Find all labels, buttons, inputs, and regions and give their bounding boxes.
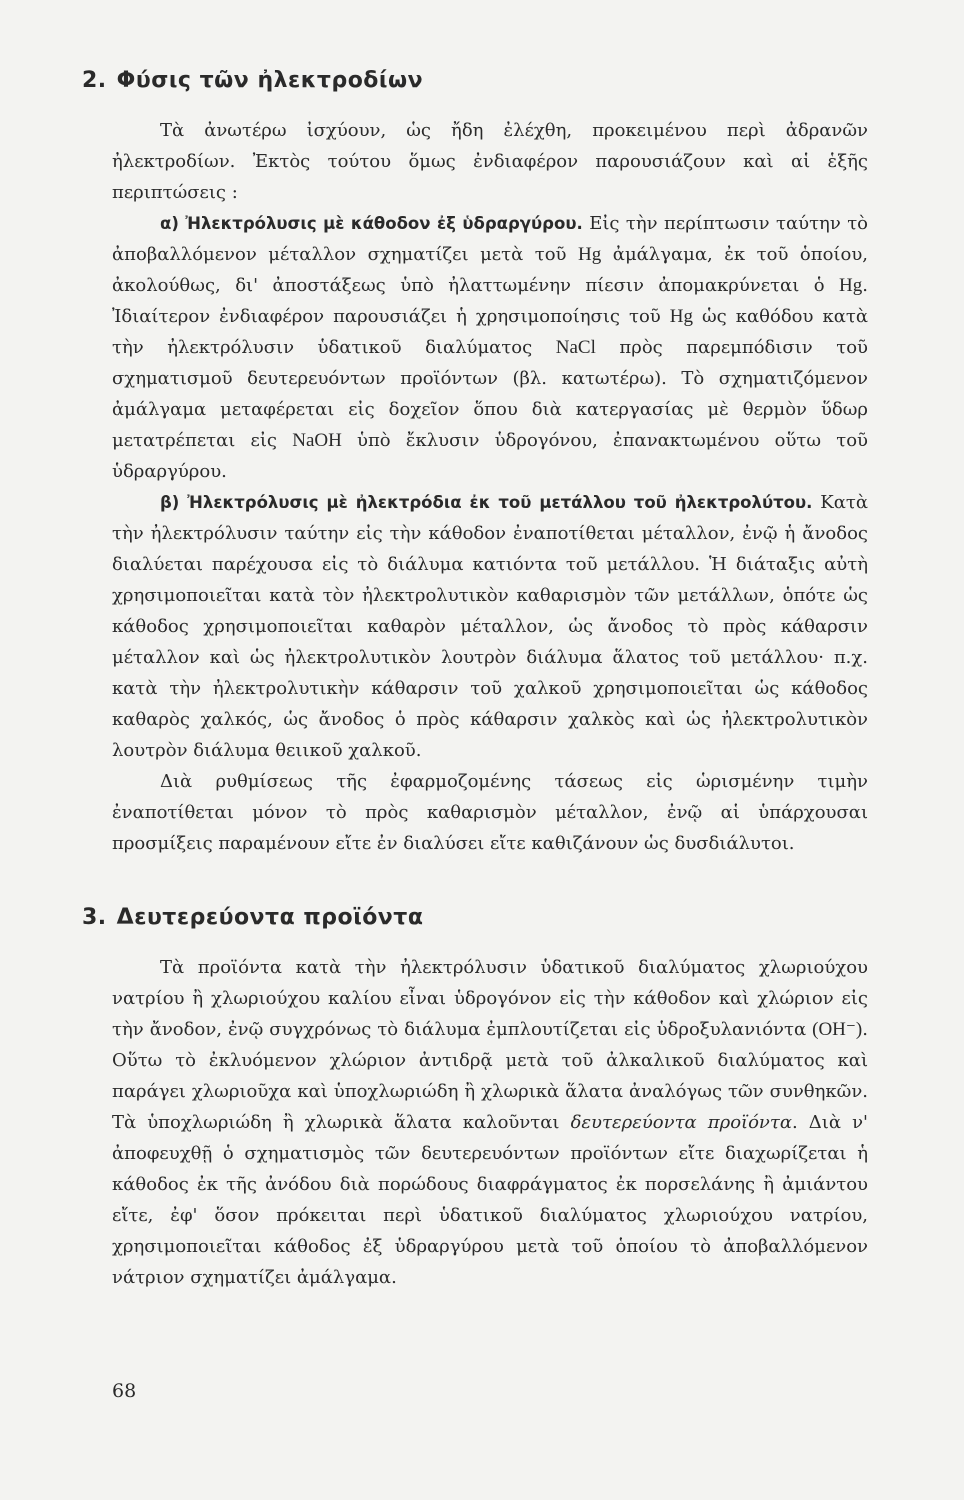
case-b-text: Κατὰ τὴν ἠλεκτρόλυσιν ταύτην εἰς τὴν κάθοδον ἐναποτίθεται μέταλλον, ἐνῷ ἡ ἄνοδος διαλύεται παρέχουσα εἰς τὸ διάλυμα κατιόντα τοῦ μετάλλου. Ἡ διάταξις αὐτὴ χρησιμοποιεῖται κατὰ τὸν ἠλεκτρολυτικὸν καθαρισμὸν τῶν μετάλλων, ὁπότε ὡς κάθοδος χρησιμοποιεῖται καθαρὸν μέταλλον, ὡς ἄνοδος τὸ πρὸς κάθαρσιν μέταλλον καὶ ὡς ἠλεκτρολυτικὸν λουτρὸν διάλυμα ἅλατος τοῦ μετάλλου· π.χ. κατὰ τὴν ἠλεκτρολυτικὴν κάθαρσιν τοῦ χαλκοῦ χρησιμοποιεῖται ὡς κάθοδος καθαρὸς χαλκός, ὡς ἄνοδος ὁ πρὸς κάθαρσιν χαλκὸς καὶ ὡς ἠλεκτρολυτικὸν λουτρὸν διάλυμα θειικοῦ χαλκοῦ. xyxy=(112,492,868,761)
page-number: 68 xyxy=(112,1380,137,1402)
section-3-text-3: . Διὰ ν' ἀποφευχθῇ ὁ σχηματισμὸς τῶν δευτερευόντων προϊόντων εἴτε διαχωρίζεται ἡ κάθοδος ἐκ τῆς ἀνόδου διὰ πορώδους διαφράγματος ἐκ πορσελάνης ἢ ἀμιάντου εἴτε, ἐφ' ὅσον πρόκειται περὶ ὑδατικοῦ διαλύματος χλωριούχου νατρίου, χρησιμοποιεῖται κάθοδος ἐξ ὑδραργύρου μετὰ τοῦ ὁποίου τὸ ἀποβαλλόμενον νάτριον σχηματίζει ἀμάλγαμα. xyxy=(112,1112,868,1288)
section-2-body xyxy=(112,115,868,859)
section-2-heading xyxy=(82,68,868,93)
case-a-text-3: . Ἰδιαίτερον ἐνδιαφέρον παρουσιάζει ἡ χρησιμοποίησις τοῦ xyxy=(112,275,868,327)
hg-symbol-2: Hg xyxy=(839,275,863,296)
section-3-number: 3. xyxy=(82,905,107,930)
section-2-title: Φύσις τῶν ἠλεκτροδίων xyxy=(116,68,424,93)
section-3-text-1: Τὰ προϊόντα κατὰ τὴν ἠλεκτρόλυσιν ὑδατικοῦ διαλύματος χλωριούχου νατρίου ἢ χλωριούχου καλίου εἶναι ὑδρογόνον εἰς τὴν κάθοδον καὶ χλώριον εἰς τὴν ἄνοδον, ἐνῷ συγχρόνως τὸ διάλυμα ἐμπλουτίζεται εἰς ὑδροξυλανιόντα xyxy=(112,957,868,1040)
hg-symbol-3: Hg xyxy=(669,306,693,327)
section-2-intro: Τὰ ἀνωτέρω ἰσχύουν, ὡς ἤδη ἐλέχθη, προκειμένου περὶ ἀδρανῶν ἠλεκτροδίων. Ἐκτὸς τούτου ὅμως ἐνδιαφέρον παρουσιάζουν καὶ αἱ ἑξῆς περιπτώσεις : xyxy=(112,120,868,203)
naoh-formula: NaOH xyxy=(292,430,342,451)
section-3-body xyxy=(112,952,868,1293)
section-2-number: 2. xyxy=(82,68,107,93)
case-a-title: α) Ἠλεκτρόλυσις μὲ κάθοδον ἐξ ὑδραργύρου. xyxy=(160,214,583,233)
oh-formula: (OH⁻) xyxy=(812,1019,863,1040)
section-3-heading xyxy=(82,905,868,930)
section-3-paragraph xyxy=(112,952,868,1293)
case-a-text-6: ὑπὸ ἔκλυσιν ὑδρογόνου, ἐπανακτωμένου οὕτω τοῦ ὑδραργύρου. xyxy=(112,430,868,482)
hg-symbol-1: Hg xyxy=(578,244,602,265)
case-a-text-5: πρὸς παρεμπόδισιν τοῦ σχηματισμοῦ δευτερευόντων προϊόντων (βλ. κατωτέρω). Τὸ σχηματιζόμενον ἀμάλγαμα μεταφέρεται εἰς δοχεῖον ὅπου διὰ κατεργασίας μὲ θερμὸν ὕδωρ μετατρέπεται εἰς xyxy=(112,337,868,451)
section-3-title: Δευτερεύοντα προϊόντα xyxy=(116,905,424,930)
secondary-products-term: δευτερεύοντα προϊόντα xyxy=(570,1112,792,1133)
case-b-paragraph xyxy=(112,487,868,766)
case-a-text-1: Εἰς τὴν περίπτωσιν ταύτην τὸ ἀποβαλλόμενον μέταλλον σχηματίζει μετὰ τοῦ xyxy=(112,213,869,265)
section-3-text-2: . Οὕτω τὸ ἐκλυόμενον χλώριον ἀντιδρᾷ μετὰ τοῦ ἀλκαλικοῦ διαλύματος καὶ παράγει χλωριοῦχα καὶ ὑποχλωριώδη ἢ χλωρικὰ ἅλατα ἀναλόγως τῶν συνθηκῶν. Τὰ ὑποχλωριώδη ἢ χλωρικὰ ἅλατα καλοῦνται xyxy=(112,1019,868,1133)
case-a-paragraph xyxy=(112,208,868,487)
case-a-text-2: ἀμάλγαμα, ἐκ τοῦ ὁποίου, ἀκολούθως, δι' ἀποστάξεως ὑπὸ ἠλαττωμένην πίεσιν ἀπομακρύνεται ὁ xyxy=(112,244,868,296)
nacl-formula: NaCl xyxy=(555,337,596,358)
case-a-text-4: ὡς καθόδου κατὰ τὴν ἠλεκτρόλυσιν ὑδατικοῦ διαλύματος xyxy=(112,306,868,358)
section-2-closing: Διὰ ρυθμίσεως τῆς ἐφαρμοζομένης τάσεως εἰς ὡρισμένην τιμὴν ἐναποτίθεται μόνον τὸ πρὸς καθαρισμὸν μέταλλον, ἐνῷ αἱ ὑπάρχουσαι προσμίξεις παραμένουν εἴτε ἐν διαλύσει εἴτε καθιζάνουν ὡς δυσδιάλυτοι. xyxy=(112,771,868,854)
case-b-title: β) Ἠλεκτρόλυσις μὲ ἠλεκτρόδια ἐκ τοῦ μετάλλου τοῦ ἠλεκτρολύτου. xyxy=(160,493,813,512)
